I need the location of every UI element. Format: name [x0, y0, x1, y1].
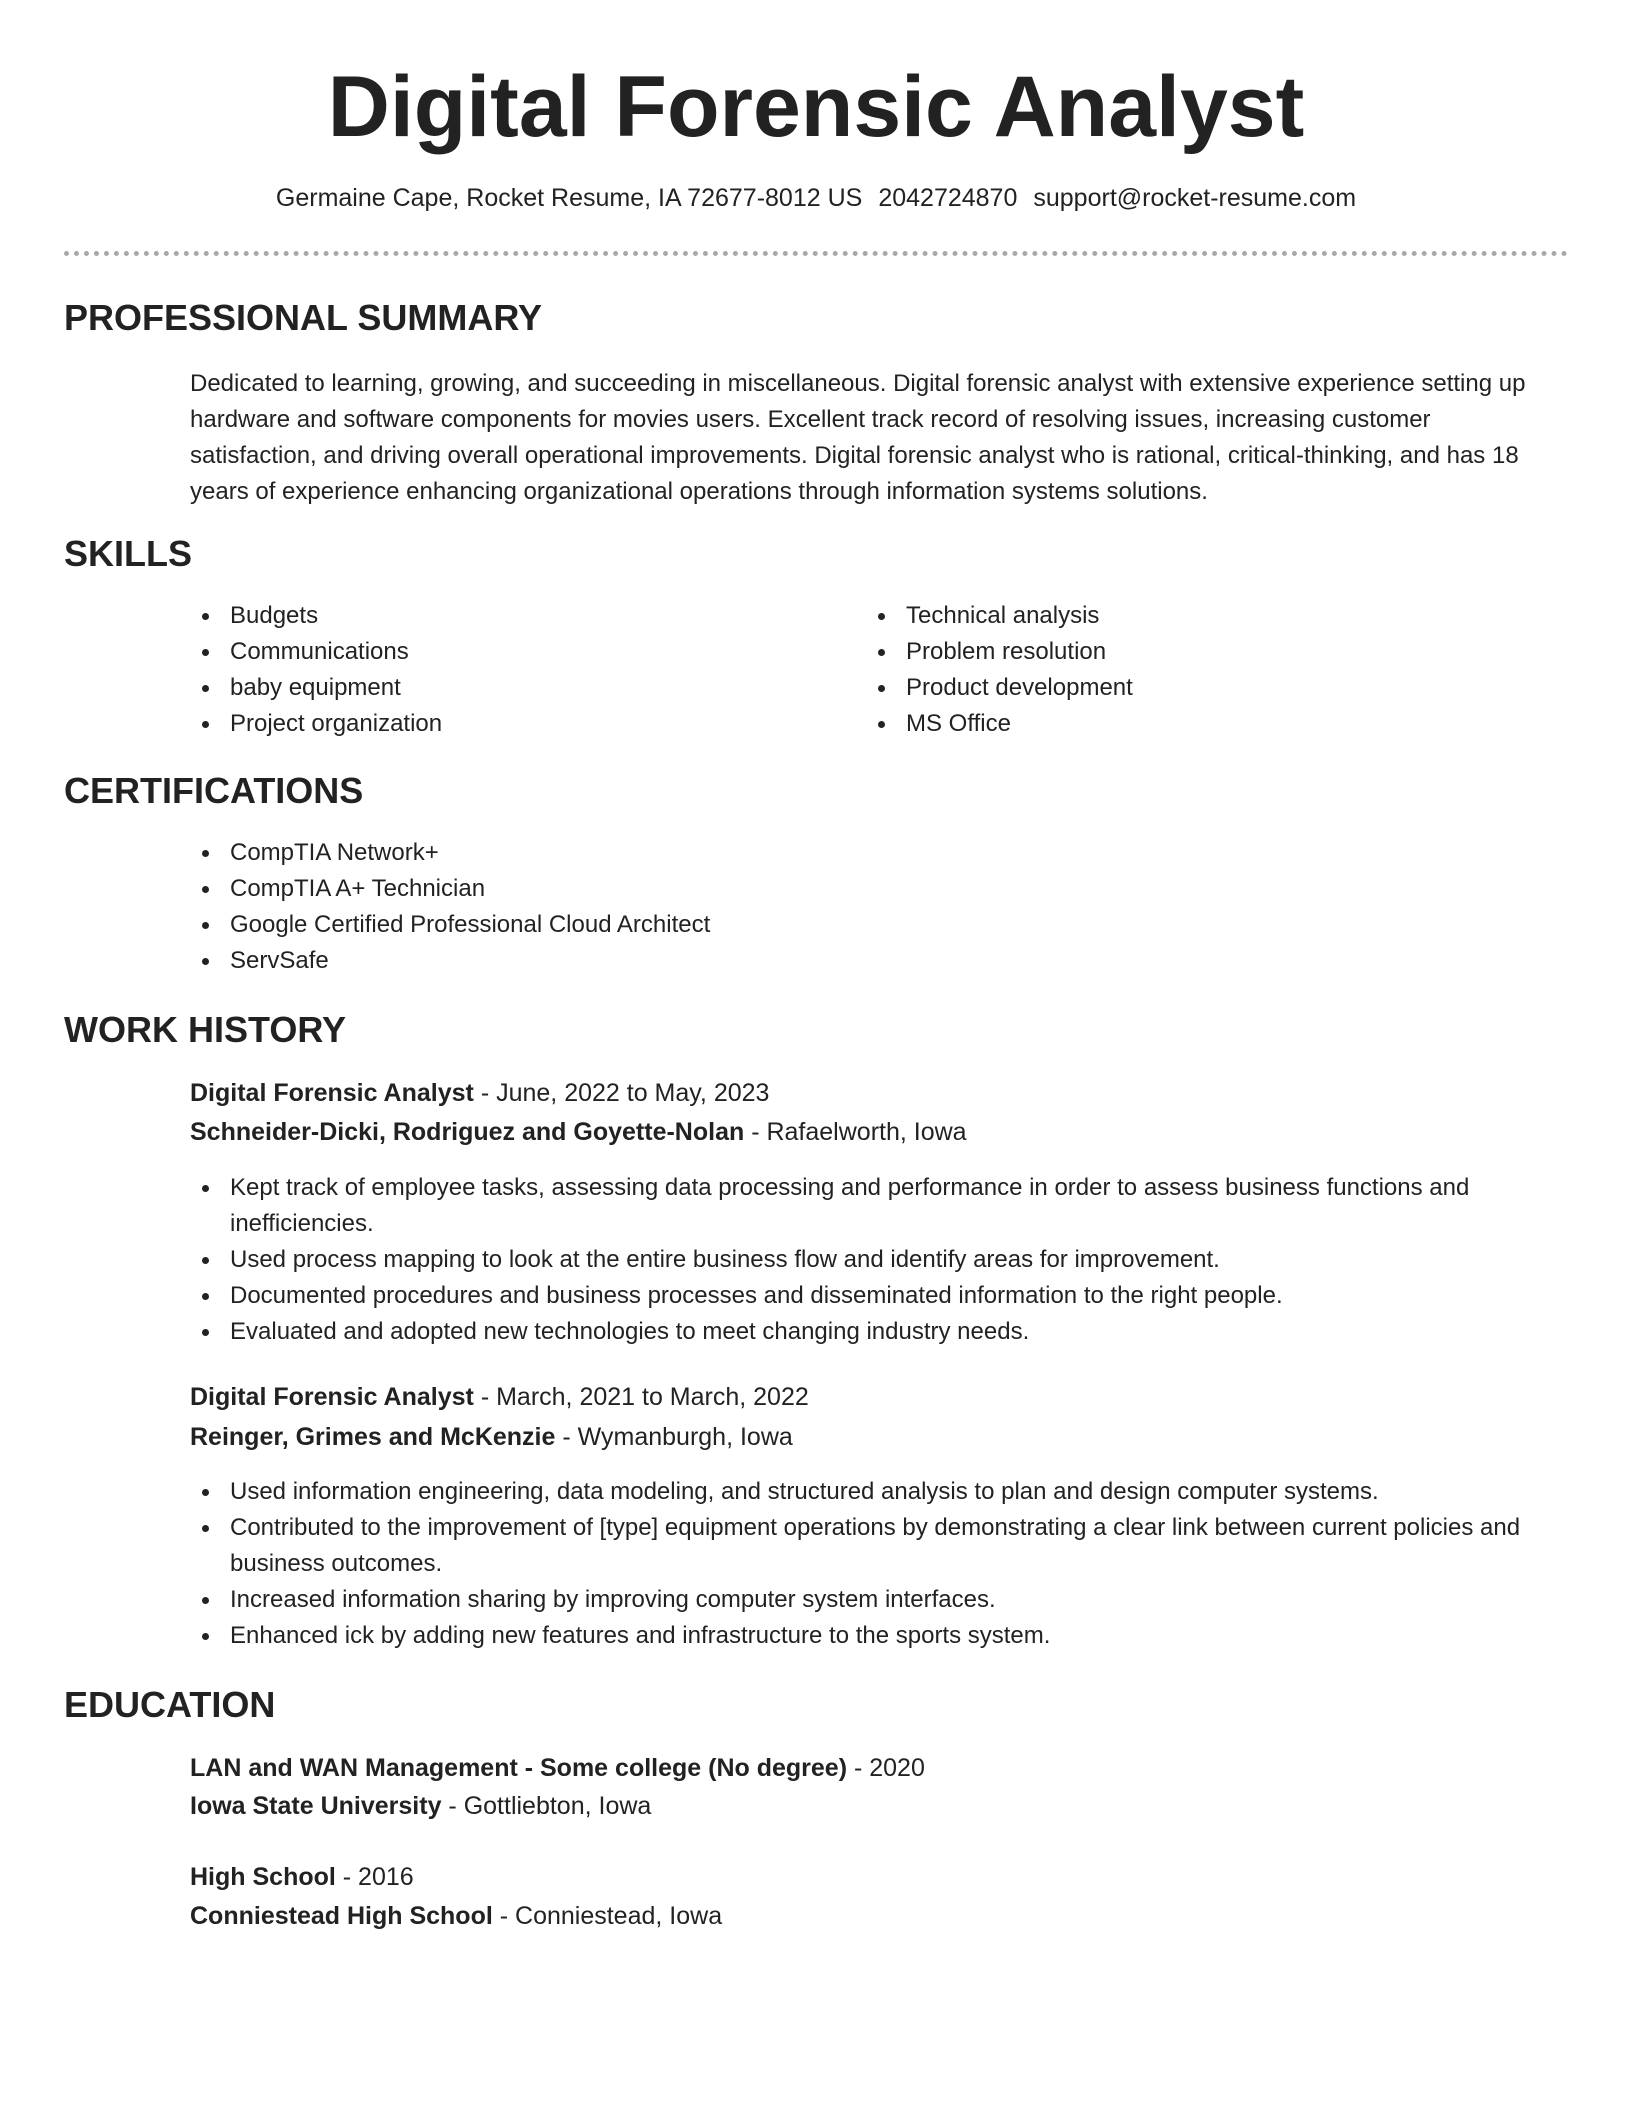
contact-line [0, 180, 1632, 216]
contact-email: support@rocket-resume.com [1033, 184, 1357, 212]
list-item: Increased information sharing by improving computer system interfaces. [186, 1582, 1546, 1618]
job-company: Reinger, Grimes and McKenzie [190, 1423, 556, 1451]
job-dates: - March, 2021 to March, 2022 [473, 1383, 809, 1411]
list-item: Documented procedures and business processes and disseminated information to the right people. [186, 1278, 1546, 1314]
skills-list-left [186, 598, 826, 742]
list-item: MS Office [862, 706, 1502, 742]
list-item: Problem resolution [862, 634, 1502, 670]
summary-heading: PROFESSIONAL SUMMARY [64, 297, 543, 338]
skills-list-right [862, 598, 1502, 742]
education-degree-line [190, 1859, 414, 1895]
list-item: Used information engineering, data modeling, and structured analysis to plan and design computer systems. [186, 1474, 1546, 1510]
contact-phone: 2042724870 [878, 184, 1018, 212]
list-item: Communications [186, 634, 826, 670]
list-item: CompTIA Network+ [186, 835, 1486, 871]
list-item: baby equipment [186, 670, 826, 706]
education-year: - 2016 [335, 1863, 414, 1891]
job-title-line [190, 1379, 809, 1415]
job-title-line [190, 1075, 769, 1111]
job-company-line [190, 1419, 793, 1455]
resume-title: Digital Forensic Analyst [327, 59, 1305, 155]
summary-text: Dedicated to learning, growing, and succeeding in miscellaneous. Digital forensic analyst with extensive experience setting up hardware and software components for movies users. Excellent track record of resolving issues, increasing customer satisfaction, and driving overall operational improvements. Digital forensic analyst who is rational, critical-thinking, and has 18 years of experience enhancing organizational operations through information systems solutions. [190, 370, 1526, 505]
list-item: Technical analysis [862, 598, 1502, 634]
education-school: Iowa State University [190, 1792, 442, 1820]
education-year: - 2020 [847, 1754, 925, 1782]
certifications-list [186, 835, 1486, 979]
list-item: Enhanced ick by adding new features and infrastructure to the sports system. [186, 1618, 1546, 1654]
work-history-heading: WORK HISTORY [64, 1009, 347, 1050]
education-degree: LAN and WAN Management - Some college (No degree) [190, 1754, 848, 1782]
education-location: - Conniestead, Iowa [492, 1902, 723, 1930]
list-item: Used process mapping to look at the entire business flow and identify areas for improvement. [186, 1242, 1546, 1278]
list-item: Project organization [186, 706, 826, 742]
list-item: ServSafe [186, 943, 1486, 979]
job-bullets [186, 1170, 1546, 1350]
education-school: Conniestead High School [190, 1902, 493, 1930]
list-item: Product development [862, 670, 1502, 706]
list-item: Kept track of employee tasks, assessing data processing and performance in order to assess business functions and inefficiencies. [186, 1170, 1546, 1242]
skills-heading: SKILLS [64, 533, 193, 574]
job-location: - Wymanburgh, Iowa [555, 1423, 793, 1451]
job-bullets [186, 1474, 1546, 1654]
list-item: Evaluated and adopted new technologies to meet changing industry needs. [186, 1314, 1546, 1350]
job-location: - Rafaelworth, Iowa [744, 1118, 967, 1146]
list-item: CompTIA A+ Technician [186, 871, 1486, 907]
education-location: - Gottliebton, Iowa [441, 1792, 652, 1820]
job-role: Digital Forensic Analyst [190, 1383, 474, 1411]
job-role: Digital Forensic Analyst [190, 1079, 474, 1107]
list-item: Budgets [186, 598, 826, 634]
certifications-heading: CERTIFICATIONS [64, 770, 364, 811]
education-degree-line [190, 1750, 925, 1786]
job-dates: - June, 2022 to May, 2023 [473, 1079, 770, 1107]
job-company-line [190, 1114, 967, 1150]
job-company: Schneider-Dicki, Rodriguez and Goyette-Nolan [190, 1118, 745, 1146]
header-divider [64, 251, 1568, 256]
list-item: Contributed to the improvement of [type] equipment operations by demonstrating a clear link between current policies and business outcomes. [186, 1510, 1546, 1582]
education-school-line [190, 1788, 651, 1824]
education-degree: High School [190, 1863, 336, 1891]
education-heading: EDUCATION [64, 1684, 276, 1725]
contact-address: Germaine Cape, Rocket Resume, IA 72677-8012 US [275, 184, 863, 212]
education-school-line [190, 1898, 722, 1934]
list-item: Google Certified Professional Cloud Architect [186, 907, 1486, 943]
